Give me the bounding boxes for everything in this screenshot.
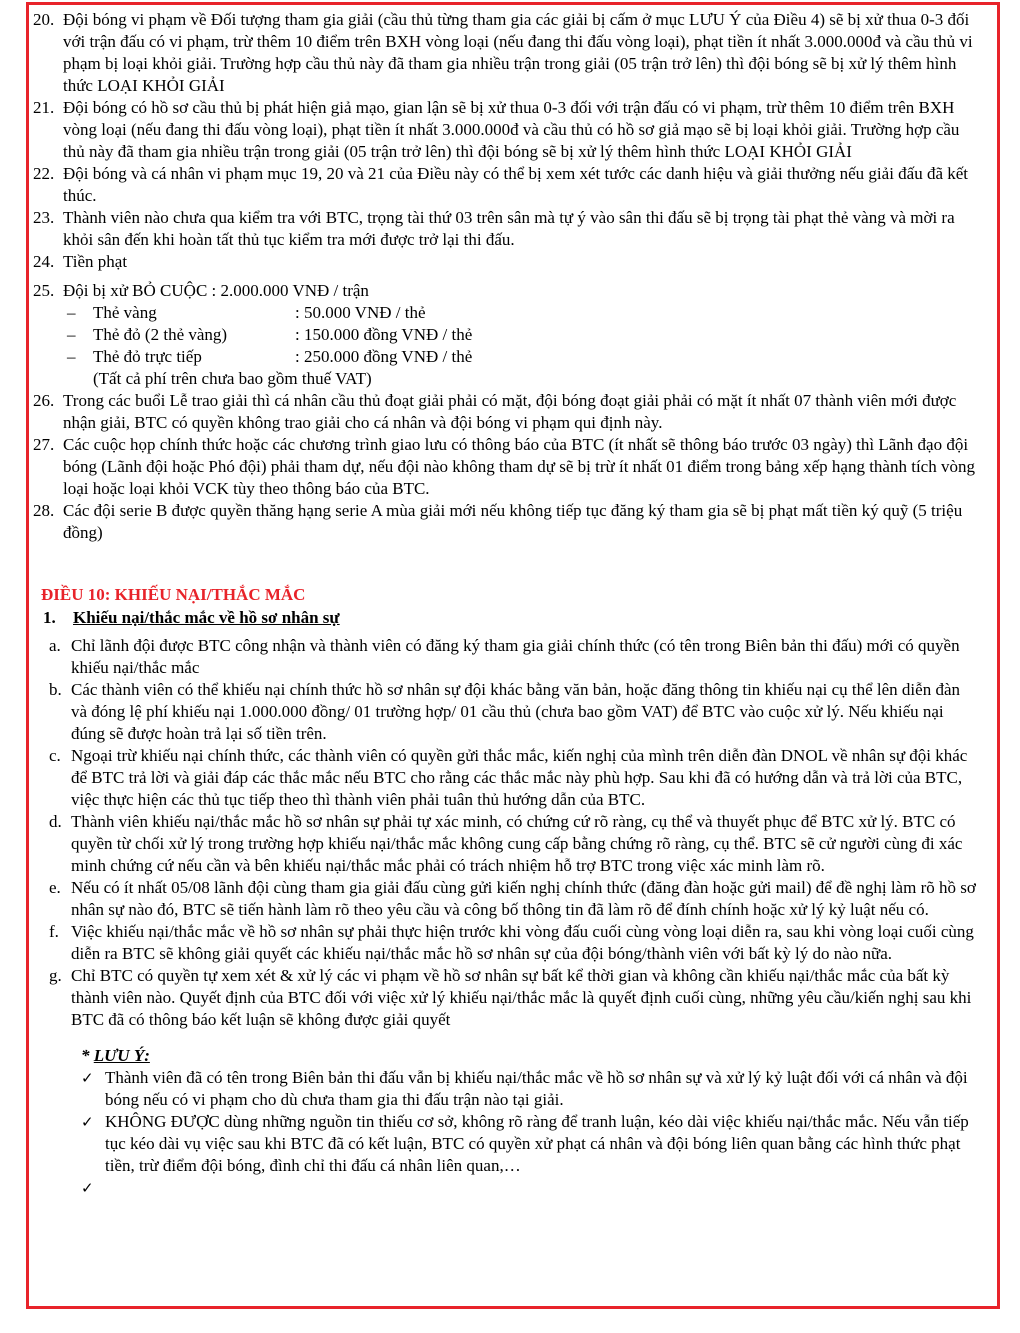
- point-text: Việc khiếu nại/thắc mắc về hồ sơ nhân sự phải thực hiện trước khi vòng đấu cuối cùng vòng loại diễn ra, sau khi vòng loại cuối cùng diễn ra BTC sẽ không giải quyết các khiếu nại/thắc mắc hồ sơ nhân sự của đội bóng/thành viên với bất kỳ lý do nào nữa.: [71, 922, 974, 963]
- check-text: KHÔNG ĐƯỢC dùng những nguồn tin thiếu cơ sở, không rõ ràng để tranh luận, kéo dài việc khiếu nại/thắc mắc. Nếu vẫn tiếp tục kéo dài vụ việc sau khi BTC đã có kết luận, BTC có quyền xử phạt cá nhân và đội bóng liên quan bằng các hình thức phạt tiền, trừ điểm đội bóng, đình chỉ thi đấu cá nhân liên quan,…: [105, 1112, 969, 1175]
- rule-text: Đội bóng vi phạm về Đối tượng tham gia giải (cầu thủ từng tham gia các giải bị cấm ở mục LƯU Ý của Điều 4) sẽ bị xử thua 0-3 đối với trận đấu có vi phạm, trừ thêm 10 điểm trên BXH vòng loại (nếu đang thi đấu vòng loại), phạt tiền ít nhất 3.000.000đ và cầu thủ vi phạm bị loại khỏi giải. Trường hợp cầu thủ này đã tham gia nhiều trận trong giải (05 trận trở lên) thì đội bóng sẽ bị xử lý thêm hình thức LOẠI KHỎI GIẢI: [63, 10, 973, 95]
- rule-number: 26.: [33, 391, 55, 410]
- point-d: [33, 811, 977, 877]
- rule-number: 23.: [33, 208, 55, 227]
- point-letter: b.: [49, 680, 62, 699]
- rule-item-21: [33, 97, 977, 163]
- fee-row-yellow: [33, 302, 977, 324]
- rule-item-23: [33, 207, 977, 251]
- point-g: [33, 965, 977, 1031]
- rule-item-25: [33, 280, 977, 302]
- check-text: Thành viên đã có tên trong Biên bản thi đấu vẫn bị khiếu nại/thắc mắc về hồ sơ nhân sự và xử lý kỷ luật đối với cá nhân và đội bóng nếu có vi phạm cho dù chưa tham gia thi đấu trận nào tại giải.: [105, 1068, 968, 1109]
- point-f: [33, 921, 977, 965]
- checkmark-icon: ✓: [81, 1113, 94, 1131]
- checkmark-icon: ✓: [81, 1179, 94, 1197]
- rule-item-24: [33, 251, 977, 273]
- rule-number: 22.: [33, 164, 55, 183]
- point-text: Ngoại trừ khiếu nại chính thức, các thành viên có quyền gửi thắc mắc, kiến nghị của mình trên diễn đàn DNOL về nhân sự đội khác để BTC trả lời và giải đáp các thắc mắc nếu BTC cho rằng các thắc mắc này phù hợp. Sau khi đã có hướng dẫn và trả lời của BTC, việc thực hiện các thủ tục tiếp theo thì thành viên phải tuân thủ hướng dẫn của BTC.: [71, 746, 968, 809]
- rule-item-22: [33, 163, 977, 207]
- point-text: Chỉ BTC có quyền tự xem xét & xử lý các vi phạm về hồ sơ nhân sự bất kể thời gian và không cần khiếu nại/thắc mắc của bất kỳ thành viên nào. Quyết định của BTC đối với việc xử lý khiếu nại/thắc mắc là quyết định cuối cùng, những yêu cầu/kiến nghị sau khi BTC đã có thông báo kết luận sẽ không được giải quyết: [71, 966, 972, 1029]
- rule-text: Đội bị xử BỎ CUỘC : 2.000.000 VNĐ / trận: [63, 281, 369, 300]
- complaint-points: [33, 635, 977, 1031]
- fee-row-red-direct: [33, 346, 977, 368]
- note-star: *: [81, 1046, 94, 1065]
- point-b: [33, 679, 977, 745]
- point-letter: f.: [49, 922, 59, 941]
- section-title: ĐIỀU 10: KHIẾU NẠI/THẮC MẮC: [41, 585, 306, 604]
- fee-label: Thẻ đỏ (2 thẻ vàng): [93, 325, 228, 344]
- point-c: [33, 745, 977, 811]
- rule-text: Thành viên nào chưa qua kiểm tra với BTC, trọng tài thứ 03 trên sân mà tự ý vào sân thi đấu sẽ bị trọng tài phạt thẻ vàng và mời ra khỏi sân đến khi hoàn tất thủ tục kiểm tra mới được trở lại thi đấu.: [63, 208, 955, 249]
- rule-item-27: [33, 434, 977, 500]
- dash-bullet: –: [67, 347, 76, 366]
- rule-item-20: [33, 9, 977, 97]
- fee-label: Thẻ vàng: [93, 303, 157, 322]
- rule-text: Đội bóng có hồ sơ cầu thủ bị phát hiện giả mạo, gian lận sẽ bị xử thua 0-3 đối với trận đấu có vi phạm, trừ thêm 10 điểm trên BXH vòng loại (nếu đang thi đấu vòng loại), phạt tiền ít nhất 3.000.000đ và cầu thủ có hồ sơ giả mạo sẽ bị loại khỏi giải. Trường hợp cầu thủ này đã tham gia nhiều trận trong giải (05 trận trở lên) thì đội bóng sẽ bị xử lý thêm hình thức LOẠI KHỎI GIẢI: [63, 98, 960, 161]
- sub-heading: [33, 607, 977, 629]
- sub-heading-number: 1.: [43, 608, 56, 627]
- note-check-2: [33, 1111, 977, 1177]
- fee-amount: : 50.000 VNĐ / thẻ: [295, 303, 426, 322]
- fee-label: Thẻ đỏ trực tiếp: [93, 347, 202, 366]
- rule-number: 28.: [33, 501, 55, 520]
- note-heading: [33, 1045, 977, 1067]
- sub-heading-text: Khiếu nại/thắc mắc về hồ sơ nhân sự: [73, 608, 340, 627]
- point-e: [33, 877, 977, 921]
- rule-number: 21.: [33, 98, 55, 117]
- checkmark-icon: ✓: [81, 1069, 94, 1087]
- point-letter: g.: [49, 966, 62, 985]
- rule-text: Các đội serie B được quyền thăng hạng serie A mùa giải mới nếu không tiếp tục đăng ký tham gia sẽ bị phạt mất tiền ký quỹ (5 triệu đồng): [63, 501, 963, 542]
- dash-bullet: –: [67, 303, 76, 322]
- document-content: [33, 9, 977, 1199]
- rule-item-28: [33, 500, 977, 544]
- point-text: Các thành viên có thể khiếu nại chính thức hồ sơ nhân sự đội khác bằng văn bản, hoặc đăng thông tin khiếu nại cụ thể lên diễn đàn và đóng lệ phí khiếu nại 1.000.000 đồng/ 01 trường hợp/ 01 cầu thủ (chưa bao gồm VAT) để BTC vào cuộc xử lý. Nếu khiếu nại đúng sẽ được hoàn trả lại số tiền trên.: [71, 680, 960, 743]
- point-letter: a.: [49, 636, 61, 655]
- note-check-3: [33, 1177, 977, 1199]
- rule-number: 27.: [33, 435, 55, 454]
- rule-text: Đội bóng và cá nhân vi phạm mục 19, 20 và 21 của Điều này có thể bị xem xét tước các danh hiệu và giải thưởng nếu giải đấu đã kết thúc.: [63, 164, 969, 205]
- point-letter: d.: [49, 812, 62, 831]
- dash-bullet: –: [67, 325, 76, 344]
- point-text: Thành viên khiếu nại/thắc mắc hồ sơ nhân sự phải tự xác minh, có chứng cứ rõ ràng, cụ thể và thuyết phục để BTC xử lý. BTC có quyền từ chối xử lý trong trường hợp khiếu nại/thắc mắc không cung cấp bằng chứng rõ ràng, cụ thể. BTC sẽ cử người cùng đi xác minh chứng cứ nếu cần và bên khiếu nại/thắc mắc phải có trách nhiệm hỗ trợ BTC trong việc xác minh làm rõ.: [71, 812, 963, 875]
- check-text: [105, 1178, 109, 1197]
- point-letter: c.: [49, 746, 61, 765]
- vat-note: (Tất cả phí trên chưa bao gồm thuế VAT): [93, 369, 372, 388]
- rule-text: Tiền phạt: [63, 252, 128, 271]
- fee-amount: : 250.000 đồng VNĐ / thẻ: [295, 347, 473, 366]
- rule-text: Các cuộc họp chính thức hoặc các chương trình giao lưu có thông báo của BTC (ít nhất sẽ thông báo trước 03 ngày) thì Lãnh đạo đội bóng (Lãnh đội hoặc Phó đội) phải tham dự, nếu đội nào không tham dự sẽ bị trừ ít nhất 01 điểm trong bảng xếp hạng thành tích vòng loại hoặc loại khỏi VCK tùy theo thông báo của BTC.: [63, 435, 975, 498]
- point-a: [33, 635, 977, 679]
- point-text: Nếu có ít nhất 05/08 lãnh đội cùng tham gia giải đấu cùng gửi kiến nghị chính thức (đăng đàn hoặc gửi mail) để đề nghị làm rõ hồ sơ nhân sự nào đó, BTC sẽ tiến hành làm rõ theo yêu cầu và công bố thông tin đã làm rõ để đính chính hoặc xử lý kỷ luật nếu có.: [71, 878, 976, 919]
- fee-amount: : 150.000 đồng VNĐ / thẻ: [295, 325, 473, 344]
- document-page: [26, 2, 1000, 1309]
- rule-number: 20.: [33, 10, 55, 29]
- note-check-1: [33, 1067, 977, 1111]
- note-title: LƯU Ý:: [93, 1046, 150, 1065]
- rule-item-26: [33, 390, 977, 434]
- point-letter: e.: [49, 878, 61, 897]
- point-text: Chỉ lãnh đội được BTC công nhận và thành viên có đăng ký tham gia giải chính thức (có tên trong Biên bản thi đấu) mới có quyền khiếu nại/thắc mắc: [71, 636, 960, 677]
- rule-text: Trong các buổi Lễ trao giải thì cá nhân cầu thủ đoạt giải phải có mặt, đội bóng đoạt giải phải có mặt ít nhất 07 thành viên mới được nhận giải, BTC có quyền không trao giải cho cá nhân và đội bóng vi phạm qui định này.: [63, 391, 957, 432]
- fee-row-red-two-yellow: [33, 324, 977, 346]
- rule-number: 24.: [33, 252, 55, 271]
- rule-number: 25.: [33, 281, 55, 300]
